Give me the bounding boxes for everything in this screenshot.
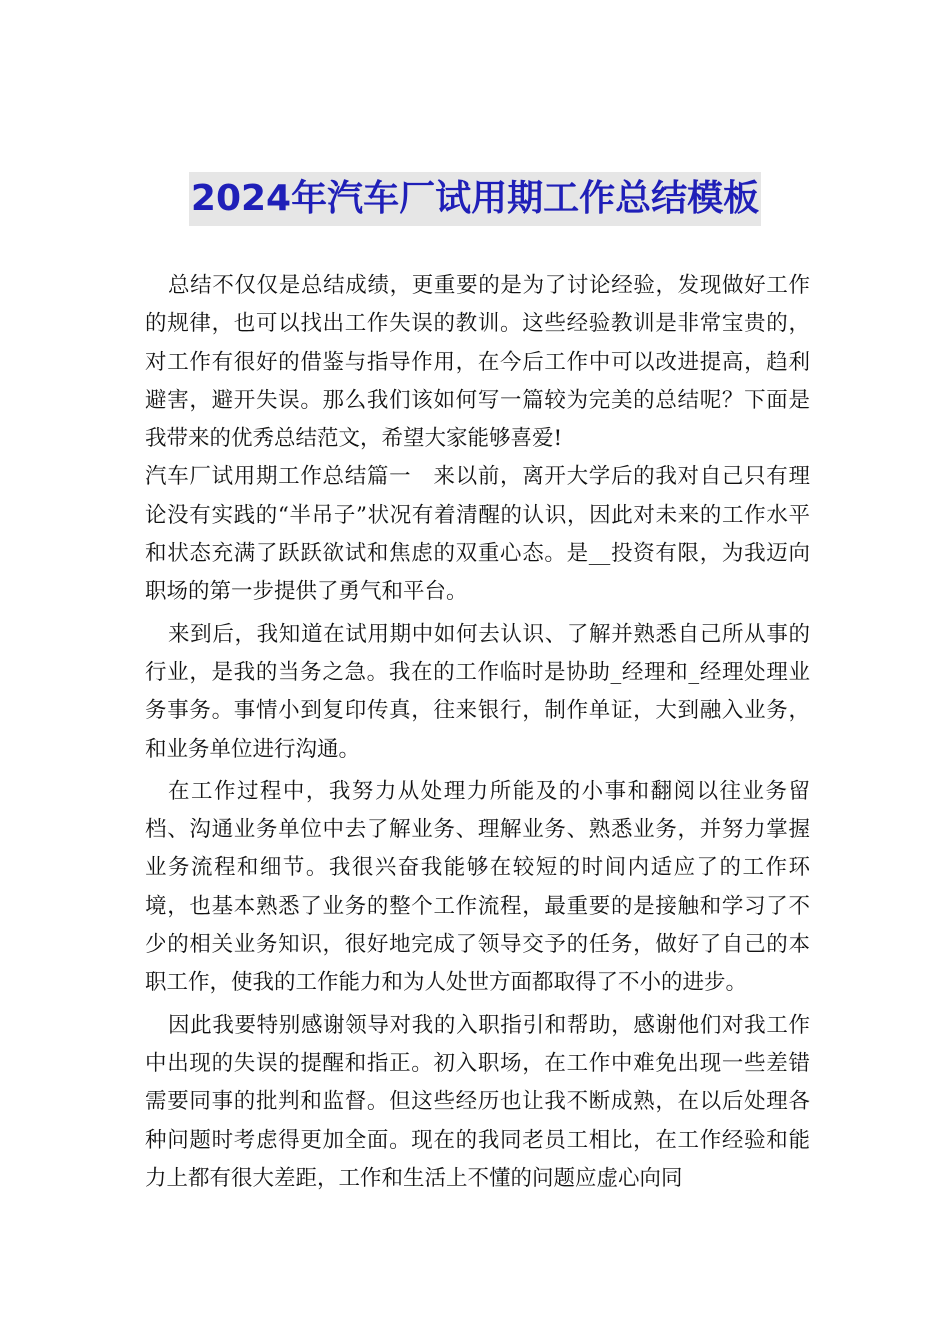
paragraph-arrival: 来到后，我知道在试用期中如何去认识、了解并熟悉自己所从事的行业，是我的当务之急。我在的工作临时是协助_经理和_经理处理业务事务。事情小到复印传真，往来银行，制作单证，大到融入业务，和业务单位进行沟通。 (145, 621, 810, 762)
document-title: 2024年汽车厂试用期工作总结模板 (189, 172, 761, 226)
title-container (0, 172, 950, 226)
paragraph-work-process: 在工作过程中，我努力从处理力所能及的小事和翻阅以往业务留档、沟通业务单位中去了解业务、理解业务、熟悉业务，并努力掌握业务流程和细节。我很兴奋我能够在较短的时间内适应了的工作环境，也基本熟悉了业务的整个工作流程，最重要的是接触和学习了不少的相关业务知识，很好地完成了领导交予的任务，做好了自己的本职工作，使我的工作能力和为人处世方面都取得了不小的进步。 (145, 778, 810, 996)
paragraph-thanks: 因此我要特别感谢领导对我的入职指引和帮助，感谢他们对我工作中出现的失误的提醒和指正。初入职场，在工作中难免出现一些差错需要同事的批判和监督。但这些经历也让我不断成熟，在以后处理各种问题时考虑得更加全面。现在的我同老员工相比，在工作经验和能力上都有很大差距，工作和生活上不懂的问题应虚心向同 (145, 1012, 810, 1191)
paragraph-section-one: 汽车厂试用期工作总结篇一 来以前，离开大学后的我对自己只有理论没有实践的“半吊子”状况有着清醒的认识，因此对未来的工作水平和状态充满了跃跃欲试和焦虑的双重心态。是__投资有限，为我迈向职场的第一步提供了勇气和平台。 (145, 464, 810, 605)
document-body (145, 267, 810, 1198)
paragraph-intro: 总结不仅仅是总结成绩，更重要的是为了讨论经验，发现做好工作的规律，也可以找出工作失误的教训。这些经验教训是非常宝贵的，对工作有很好的借鉴与指导作用，在今后工作中可以改进提高，趋利避害，避开失误。那么我们该如何写一篇较为完美的总结呢？下面是我带来的优秀总结范文，希望大家能够喜爱! (145, 273, 810, 452)
